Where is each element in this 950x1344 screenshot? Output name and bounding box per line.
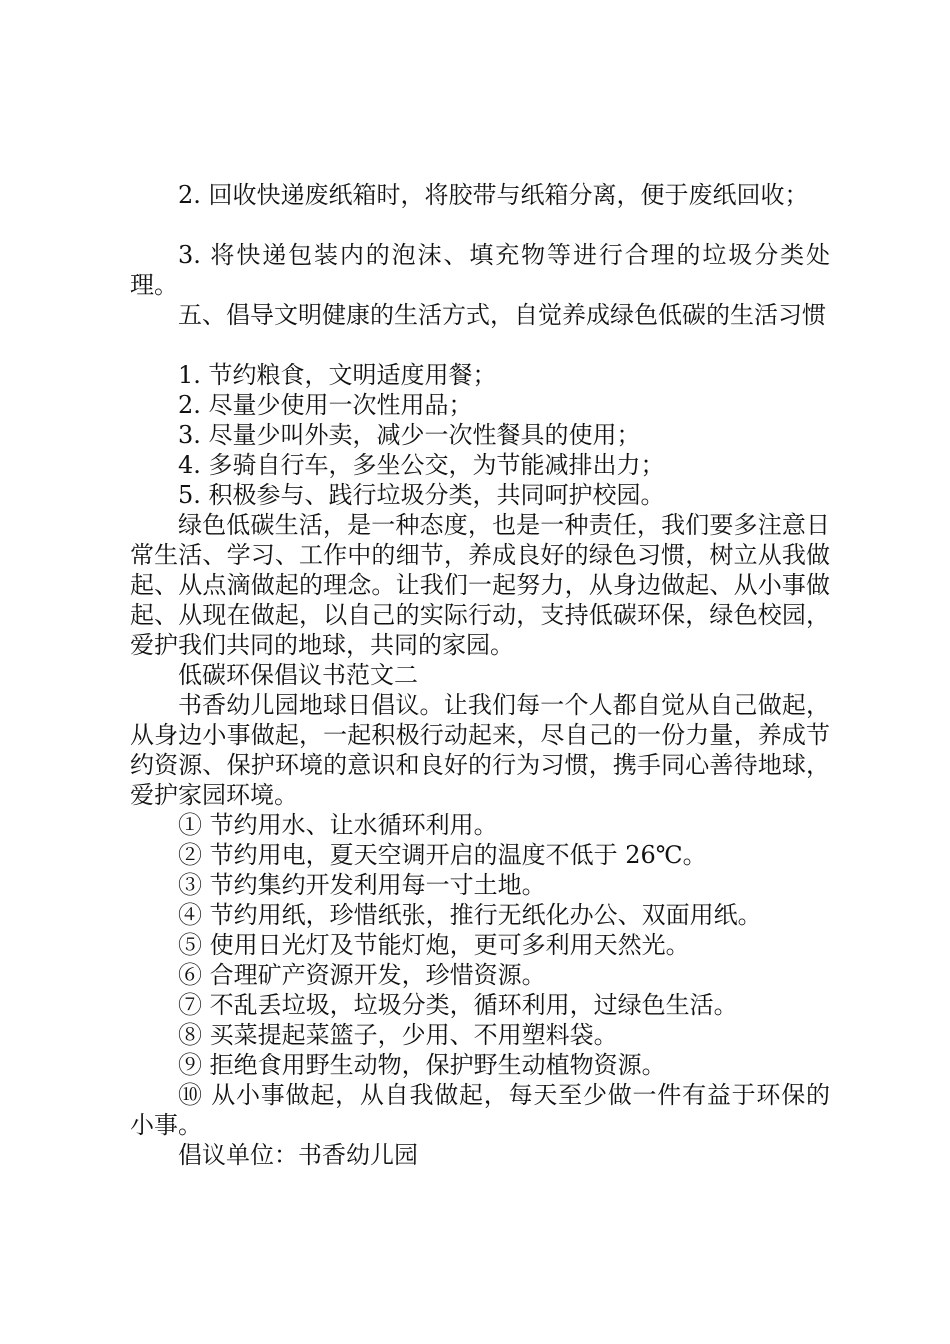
list-item-garbage-sorting: 5. 积极参与、践行垃圾分类，共同呵护校园。 (178, 481, 665, 509)
list-item-bike-bus: 4. 多骑自行车，多坐公交，为节能减排出力； (178, 451, 665, 479)
paragraph-recycle-cardboard: 2. 回收快递废纸箱时，将胶带与纸箱分离，便于废纸回收； (178, 181, 809, 209)
list-item-save-land: ③ 节约集约开发利用每一寸土地。 (178, 871, 546, 899)
section-heading-five: 五、倡导文明健康的生活方式，自觉养成绿色低碳的生活习惯 (178, 301, 826, 329)
list-item-small-things: ⑩ 从小事做起，从自我做起，每天至少做一件有益于环保的小事。 (130, 1081, 830, 1139)
list-item-less-takeout: 3. 尽量少叫外卖，减少一次性餐具的使用； (178, 421, 641, 449)
paragraph-kindergarten-proposal: 书香幼儿园地球日倡议。让我们每一个人都自觉从自己做起，从身边小事做起，一起积极行动起来，尽自己的一份力量，养成节约资源、保护环境的意识和良好的行为习惯，携手同心善待地球，爱护家园环境。 (130, 691, 830, 809)
document-subtitle: 低碳环保倡议书范文二 (178, 661, 418, 689)
list-item-save-water: ① 节约用水、让水循环利用。 (178, 811, 498, 839)
list-item-vegetable-basket: ⑧ 买菜提起菜篮子，少用、不用塑料袋。 (178, 1021, 618, 1049)
list-item-no-littering: ⑦ 不乱丢垃圾，垃圾分类，循环利用，过绿色生活。 (178, 991, 738, 1019)
list-item-mineral-resources: ⑥ 合理矿产资源开发，珍惜资源。 (178, 961, 546, 989)
list-item-energy-lamps: ⑤ 使用日光灯及节能灯炮，更可多利用天然光。 (178, 931, 690, 959)
list-item-save-food: 1. 节约粮食，文明适度用餐； (178, 361, 497, 389)
list-item-protect-wildlife: ⑨ 拒绝食用野生动物，保护野生动植物资源。 (178, 1051, 666, 1079)
list-item-save-electricity: ② 节约用电，夏天空调开启的温度不低于 26℃。 (178, 841, 707, 869)
paragraph-green-lifestyle: 绿色低碳生活，是一种态度，也是一种责任，我们要多注意日常生活、学习、工作中的细节，养成良好的绿色习惯，树立从我做起、从点滴做起的理念。让我们一起努力，从身边做起、从小事做起、从现在做起，以自己的实际行动，支持低碳环保，绿色校园，爱护我们共同的地球，共同的家园。 (130, 511, 830, 659)
list-item-save-paper: ④ 节约用纸，珍惜纸张，推行无纸化办公、双面用纸。 (178, 901, 762, 929)
paragraph-packaging-sorting: 3. 将快递包装内的泡沫、填充物等进行合理的垃圾分类处理。 (130, 241, 830, 299)
proposer-signature: 倡议单位：书香幼儿园 (178, 1141, 418, 1169)
list-item-reduce-disposables: 2. 尽量少使用一次性用品； (178, 391, 473, 419)
